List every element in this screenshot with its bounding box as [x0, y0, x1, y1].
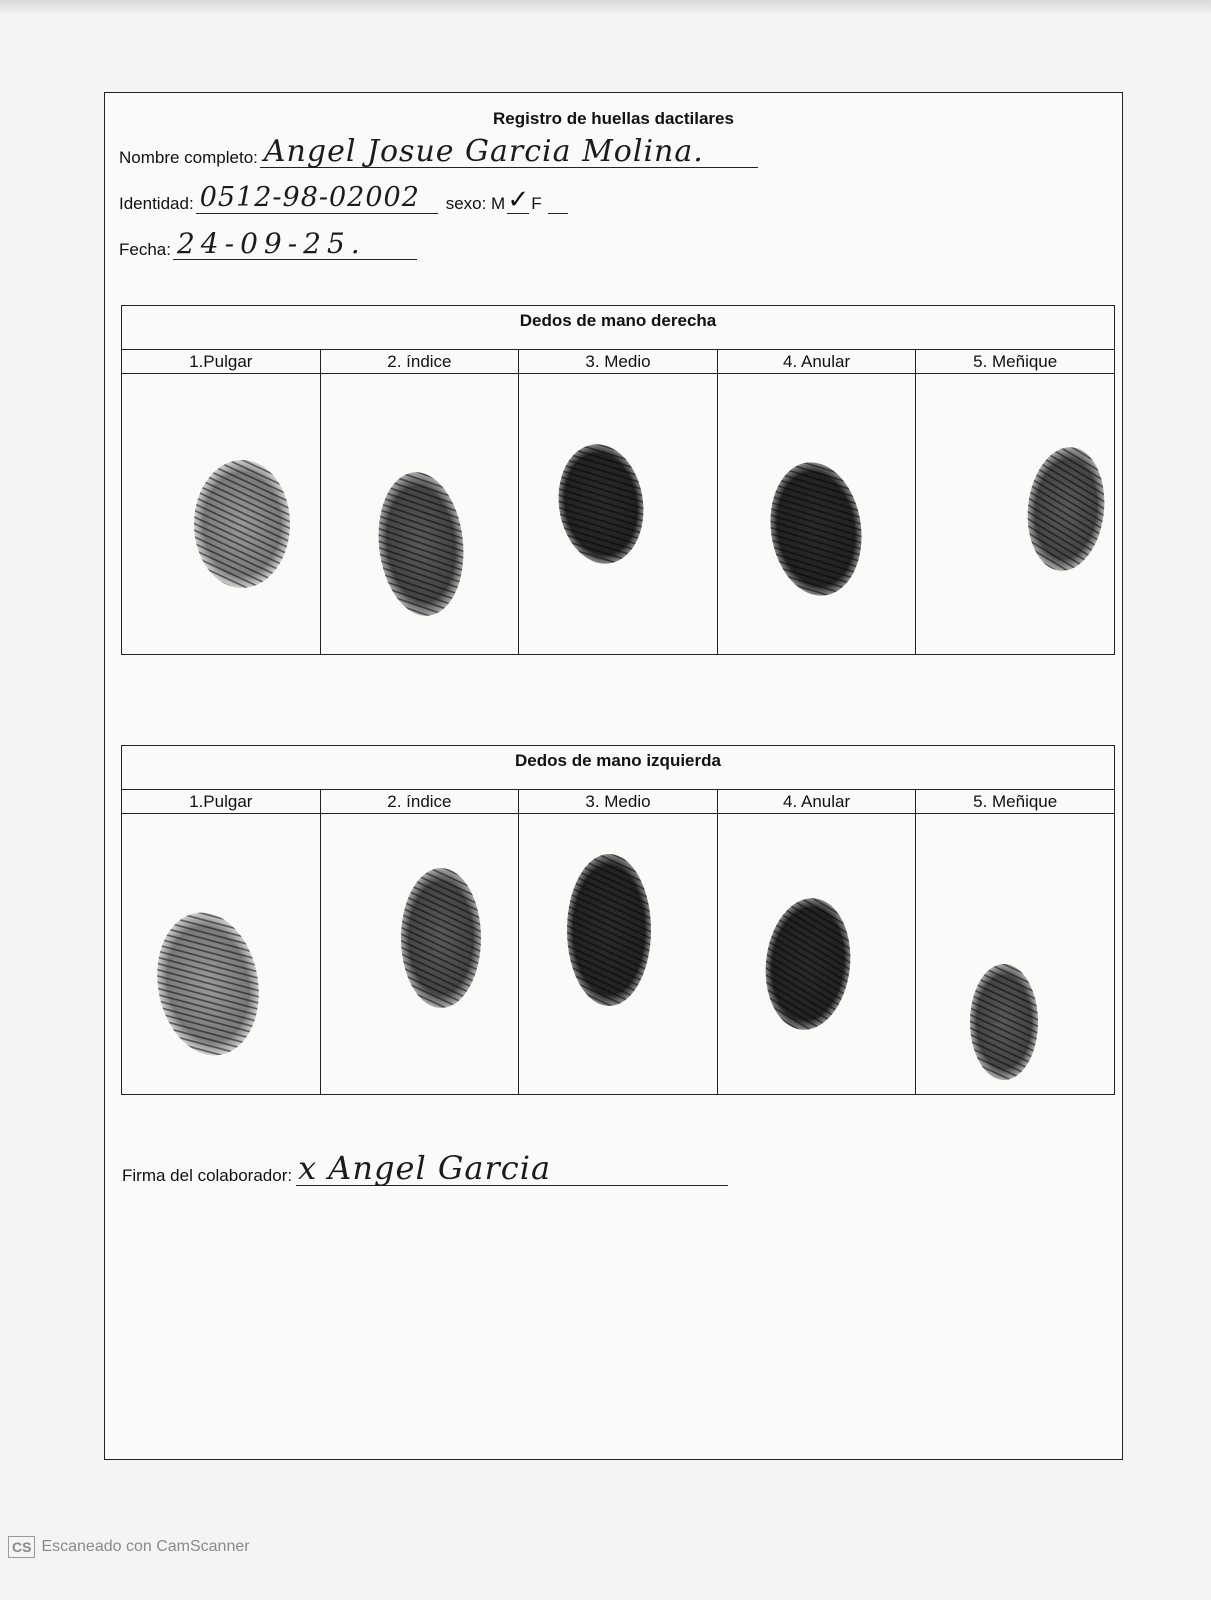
- right-hand-heading: Dedos de mano derecha: [122, 306, 1114, 350]
- sex-label: sexo: M: [445, 194, 506, 213]
- fingerprint-image: [321, 814, 519, 1094]
- date-row: [119, 229, 417, 260]
- fingerprint-cell: [718, 374, 917, 654]
- sex-f-field: [548, 187, 568, 214]
- right-hand-prints: [122, 374, 1114, 654]
- fingerprint-cell: [519, 374, 718, 654]
- signature-row: [122, 1149, 728, 1187]
- left-col-pinky: 5. Meñique: [973, 792, 1058, 811]
- sex-f-label: F: [531, 194, 542, 213]
- left-col-thumb: 1.Pulgar: [122, 790, 321, 813]
- name-row: [119, 134, 758, 169]
- fingerprint-image: [718, 814, 916, 1094]
- left-hand-prints: [122, 814, 1114, 1094]
- date-label: Fecha:: [119, 240, 171, 259]
- scan-edge: [0, 0, 1211, 16]
- fingerprint-cell: [916, 374, 1114, 654]
- fingerprint-image: [718, 374, 916, 654]
- signature-label: Firma del colaborador:: [122, 1166, 293, 1185]
- fingerprint-cell: [321, 374, 520, 654]
- scanner-footer-text: Escaneado con CamScanner: [41, 1538, 250, 1555]
- sex-m-field: [507, 187, 529, 214]
- right-col-thumb: 1.Pulgar: [122, 350, 321, 373]
- fingerprint-image: [122, 814, 320, 1094]
- right-hand-columns: [122, 350, 1114, 374]
- checkmark-icon: ✓: [507, 185, 530, 215]
- signature-value: x Angel Garcia: [298, 1149, 552, 1187]
- fingerprint-cell: [519, 814, 718, 1094]
- fingerprint-image: [916, 814, 1114, 1094]
- fingerprint-image: [519, 374, 717, 654]
- name-value: Angel Josue Garcia Molina.: [260, 137, 758, 168]
- id-label: Identidad:: [119, 194, 194, 213]
- form-title: Registro de huellas dactilares: [493, 109, 734, 128]
- left-col-index: 2. índice: [321, 790, 520, 813]
- fingerprint-image: [519, 814, 717, 1094]
- fingerprint-cell: [916, 814, 1114, 1094]
- left-hand-columns: [122, 790, 1114, 814]
- fingerprint-image: [321, 374, 519, 654]
- right-col-middle: 3. Medio: [519, 350, 718, 373]
- date-value: 24-09-25.: [173, 229, 417, 260]
- scanner-footer: [8, 1536, 250, 1558]
- camscanner-logo: CS: [8, 1536, 35, 1558]
- right-hand-table: [121, 305, 1115, 655]
- fingerprint-cell: [718, 814, 917, 1094]
- fingerprint-image: [916, 374, 1114, 654]
- fingerprint-cell: [122, 374, 321, 654]
- fingerprint-form: [104, 92, 1123, 1460]
- right-col-ring: 4. Anular: [718, 350, 917, 373]
- left-hand-heading: Dedos de mano izquierda: [122, 746, 1114, 790]
- fingerprint-cell: [122, 814, 321, 1094]
- name-label: Nombre completo:: [119, 148, 258, 167]
- fingerprint-image: [122, 374, 320, 654]
- signature-line: [296, 1149, 728, 1187]
- right-col-index: 2. índice: [321, 350, 520, 373]
- right-col-pinky: 5. Meñique: [973, 352, 1058, 371]
- left-col-ring: 4. Anular: [718, 790, 917, 813]
- fingerprint-cell: [321, 814, 520, 1094]
- id-value: 0512-98-02002: [196, 183, 438, 214]
- id-row: [119, 183, 568, 214]
- left-hand-table: [121, 745, 1115, 1095]
- left-col-middle: 3. Medio: [519, 790, 718, 813]
